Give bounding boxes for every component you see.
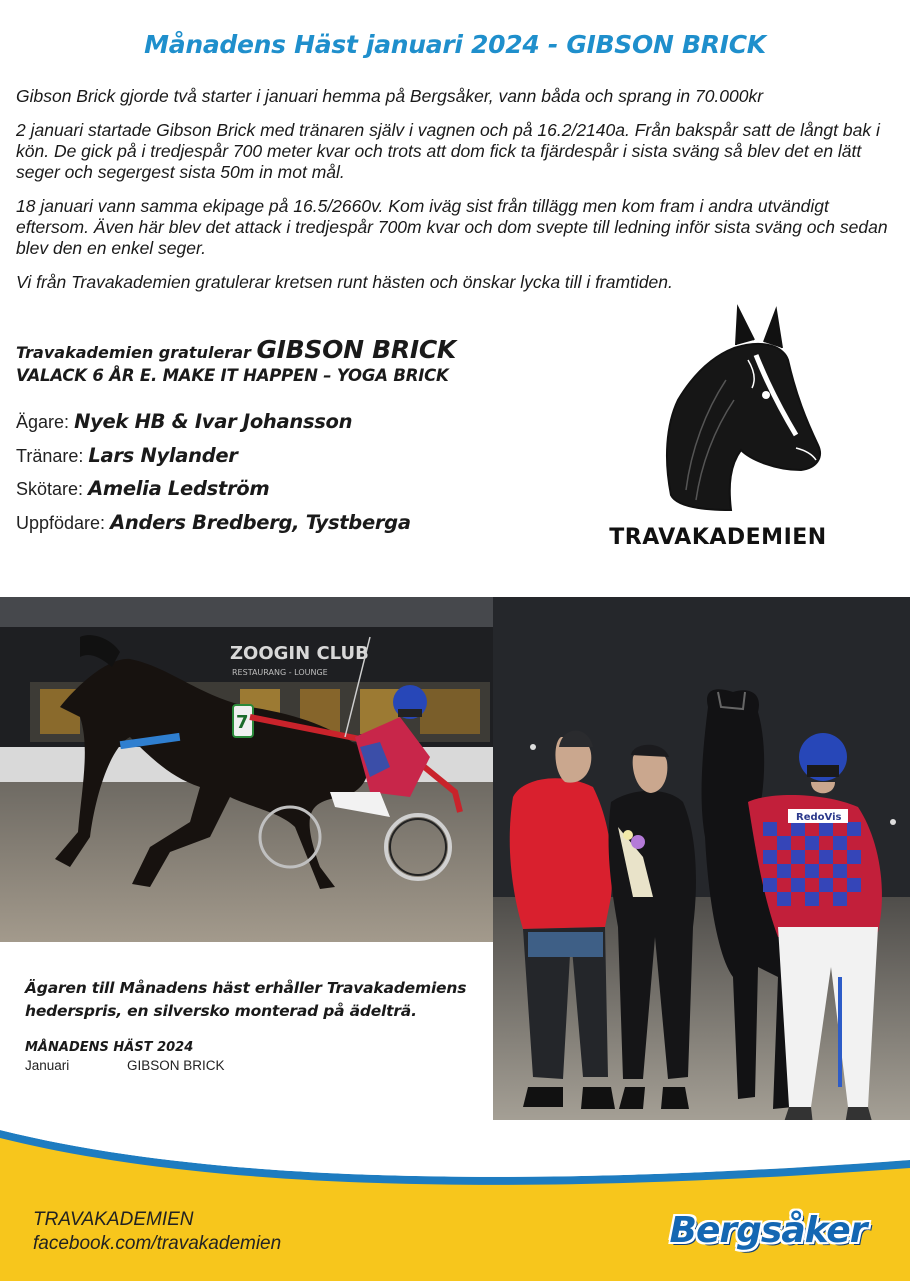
connection-owner [16,410,616,444]
bergsaker-logo [656,1206,880,1264]
venue-sign: ZOOGIN CLUB [230,643,369,664]
race-number: 7 [236,712,249,733]
connection-value: Anders Bredberg, Tystberga [110,510,411,534]
intro-paragraph: Gibson Brick gjorde två starter i januari hemma på Bergsåker, vann båda och sprang in 70.000kr [16,86,764,106]
intro-paragraph: 2 januari startade Gibson Brick med tränaren själv i vagnen och på 16.2/2140a. Från bakspår satt de långt bak i kön. De gick på i tredjespår 700 meter kvar och trots att dom fick ta fjärdespår i sista sväng så blev det en lätt seger och segergest sista 50m in mot mål. [16,120,880,182]
connection-label: Skötare: [16,479,84,499]
connection-label: Uppfödare: [16,512,106,533]
horse-pedigree: VALACK 6 ÅR E. MAKE IT HAPPEN – YOGA BRICK [16,366,449,385]
bergsaker-logo-text: Bergsåker [669,1210,867,1251]
connection-value: Nyek HB & Ivar Johansson [74,410,353,433]
connections-list [16,410,616,544]
winners-list-row [25,1058,225,1073]
congrats-block [16,335,596,385]
winners-list-month: Januari [25,1058,70,1073]
footer-facebook-link[interactable]: facebook.com/travakademien [33,1233,282,1254]
congrats-prefix: Travakademien gratulerar [16,343,251,362]
horse-name: GIBSON BRICK [256,335,456,364]
connection-breeder [16,511,616,545]
connection-groom [16,477,616,511]
sponsor-logo: RedoVis [796,812,842,823]
connection-label: Ägare: [16,412,70,432]
horse-head-icon [656,300,826,515]
congrats-heading [16,335,596,364]
winners-list-heading: MÅNADENS HÄST 2024 [25,1040,194,1055]
page-title: Månadens Häst januari 2024 - GIBSON BRICK [144,30,766,59]
race-photo [0,597,493,942]
winner-photo [493,597,910,1171]
connection-trainer [16,444,616,478]
venue-sign-sub: RESTAURANG - LOUNGE [232,668,328,677]
travakademien-logo [600,300,840,560]
connection-value: Lars Nylander [88,443,238,467]
award-text: Ägaren till Månadens häst erhåller Travakademiens hederspris, en silversko monterad på ädelträ. [25,979,467,1020]
intro-paragraph: Vi från Travakademien gratulerar kretsen runt hästen och önskar lycka till i framtiden. [16,272,673,292]
intro-paragraph: 18 januari vann samma ekipage på 16.5/2660v. Kom iväg sist från tillägg men kom fram i andra utvändigt eftersom. Även här blev det attack i tredjespår 700m kvar och dom svepte till ledning inför sista sväng och sedan blev den en enkel seger. [16,196,888,258]
footer-org: TRAVAKADEMIEN [33,1209,194,1230]
connection-label: Tränare: [16,445,84,466]
logo-text: TRAVAKADEMIEN [609,525,827,550]
connection-value: Amelia Ledström [88,477,270,500]
intro-text [16,86,896,306]
winners-list-horse: GIBSON BRICK [127,1058,225,1073]
